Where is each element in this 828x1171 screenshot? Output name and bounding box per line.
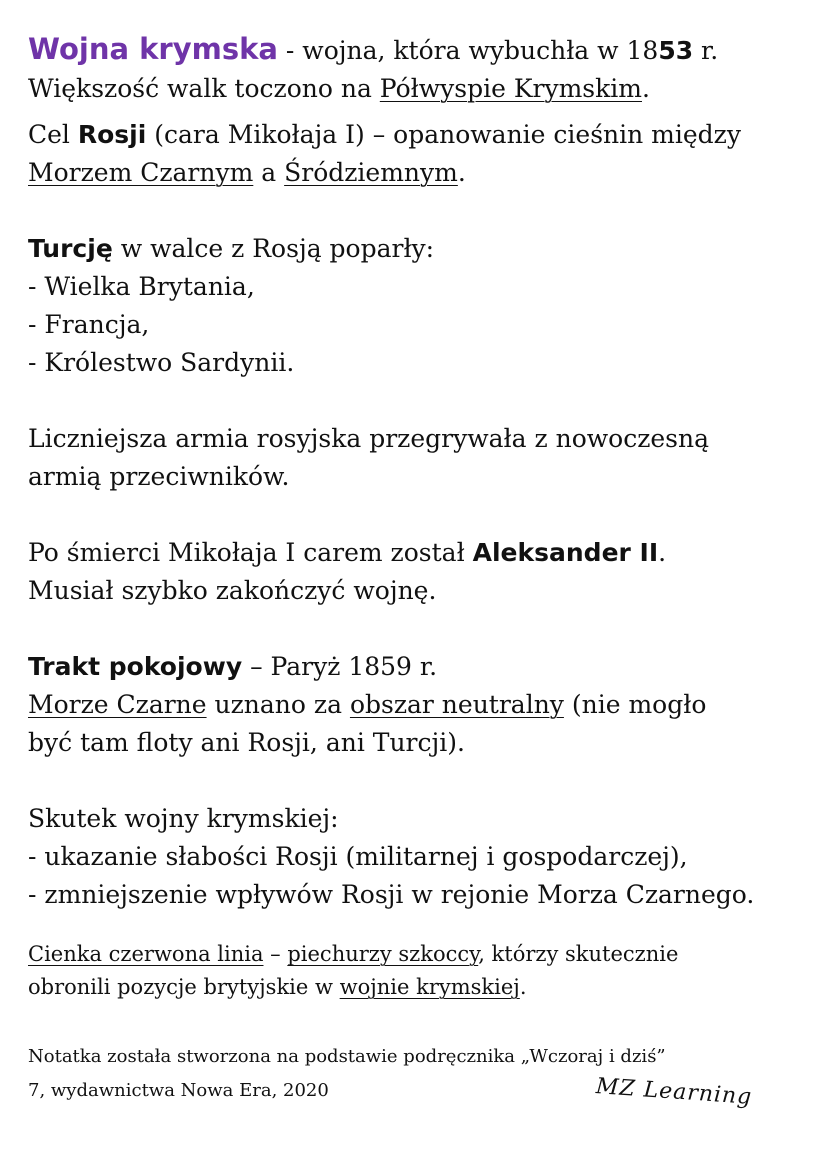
- goal-text: .: [457, 158, 466, 187]
- note-page: [28, 30, 808, 1034]
- underlined-term: Cienka czerwona linia: [28, 942, 264, 966]
- year-bold: 53: [658, 36, 694, 65]
- redline-text: obronili pozycje brytyjskie w: [28, 975, 340, 999]
- bold-term: Trakt pokojowy: [28, 652, 243, 681]
- redline-text: , którzy skutecznie: [478, 942, 679, 966]
- army-line-2: armią przeciwników.: [28, 462, 290, 491]
- underlined-term: piechurzy szkoccy: [287, 942, 479, 966]
- peace-text: uznano za: [206, 690, 350, 719]
- army-paragraph: [28, 420, 808, 496]
- redline-text: .: [519, 975, 527, 999]
- list-item: - ukazanie słabości Rosji (militarnej i gospodarczej),: [28, 842, 688, 871]
- underlined-term: Morzem Czarnym: [28, 158, 254, 187]
- list-item: - Francja,: [28, 310, 150, 339]
- peace-text: – Paryż 1859 r.: [242, 652, 438, 681]
- intro-paragraph: [28, 30, 808, 108]
- intro-text: .: [642, 74, 650, 103]
- intro-text: - wojna, która wybuchła w 18: [277, 36, 659, 65]
- redline-line-2: [28, 971, 808, 1004]
- bold-term: Aleksander II: [472, 538, 659, 567]
- source-note-line-2: 7, wydawnictwa Nowa Era, 2020: [28, 1080, 329, 1101]
- goal-text: a: [253, 158, 285, 187]
- allies-text: w walce z Rosją poparły:: [112, 234, 435, 263]
- goal-line-2: [28, 154, 808, 192]
- army-line-1: Liczniejsza armia rosyjska przegrywała z nowoczesną: [28, 424, 709, 453]
- list-item: - Wielka Brytania,: [28, 272, 255, 301]
- bold-term: Turcję: [28, 234, 113, 263]
- peace-paragraph: [28, 648, 808, 762]
- page-title: Wojna krymska: [28, 32, 278, 66]
- tsar-paragraph: [28, 534, 808, 610]
- goal-text: (cara Mikołaja I) – opanowanie cieśnin między: [146, 120, 741, 149]
- bold-term: Rosji: [77, 120, 147, 149]
- tsar-text: .: [658, 538, 667, 567]
- redline-line-1: [28, 938, 808, 971]
- allies-line-1: [28, 230, 808, 268]
- list-item: - zmniejszenie wpływów Rosji w rejonie Morza Czarnego.: [28, 880, 755, 909]
- goal-text: Cel: [28, 120, 78, 149]
- peace-line-2: [28, 686, 808, 724]
- effects-title: Skutek wojny krymskiej:: [28, 804, 339, 833]
- underlined-term: Morze Czarne: [28, 690, 207, 719]
- intro-line-2: [28, 70, 808, 108]
- effects-paragraph: [28, 800, 808, 914]
- redline-paragraph: [28, 938, 808, 1004]
- peace-text: (nie mogło: [563, 690, 707, 719]
- allies-paragraph: [28, 230, 808, 382]
- underlined-term: Śródziemnym: [284, 158, 458, 187]
- tsar-line-2: Musiał szybko zakończyć wojnę.: [28, 576, 437, 605]
- intro-text: r.: [693, 36, 719, 65]
- intro-line-1: [28, 30, 808, 70]
- underlined-term: obszar neutralny: [349, 690, 564, 719]
- tsar-text: Po śmierci Mikołaja I carem został: [28, 538, 473, 567]
- peace-line-1: [28, 648, 808, 686]
- goal-paragraph: [28, 116, 808, 192]
- underlined-term: Półwyspie Krymskim: [379, 74, 642, 103]
- intro-text: Większość walk toczono na: [28, 74, 380, 103]
- goal-line-1: [28, 116, 808, 154]
- underlined-term: wojnie krymskiej: [339, 975, 520, 999]
- redline-text: –: [263, 942, 288, 966]
- signature: MZ Learning: [595, 1074, 754, 1110]
- list-item: - Królestwo Sardynii.: [28, 348, 295, 377]
- tsar-line-1: [28, 534, 808, 572]
- source-note-line-1: Notatka została stworzona na podstawie podręcznika „Wczoraj i dziś”: [28, 1046, 666, 1067]
- peace-line-3: być tam floty ani Rosji, ani Turcji).: [28, 728, 465, 757]
